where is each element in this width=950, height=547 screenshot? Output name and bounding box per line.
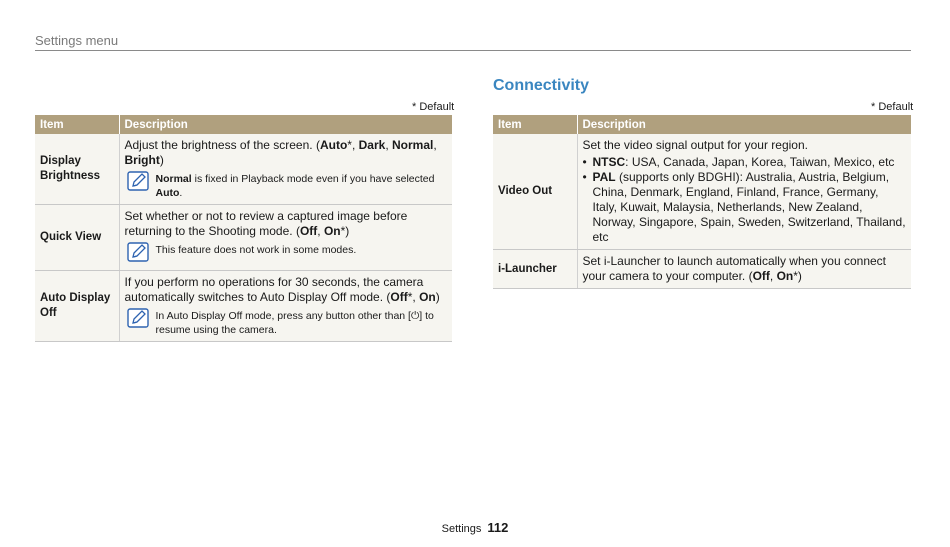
table-row — [35, 134, 452, 205]
description-video-out — [577, 134, 911, 250]
description-text: Set i-Launcher to launch automatically when you connect your camera to your computer. (Off, On*) — [582, 254, 887, 283]
list-item: • PAL (supports only BDGHI): Australia, Austria, Belgium, China, Denmark, England, Finland, France, Germany, Italy, Kuwait, Malaysia, Netherlands, New Zealand, Norway, Singapore, Spain, Sweden, Switzerland, Thailand, etc — [583, 170, 907, 245]
column-header-description: Description — [119, 115, 452, 134]
note-text: In Auto Display Off mode, press any button other than [⏻] to resume using the camera. — [155, 310, 434, 336]
item-i-launcher: i-Launcher — [493, 250, 577, 289]
table-row — [35, 271, 452, 342]
description-quick-view — [119, 205, 452, 271]
note-pencil-icon — [127, 242, 149, 262]
page-header — [35, 33, 911, 51]
left-default-note: * Default — [412, 101, 455, 113]
region-list — [583, 155, 907, 245]
item-display-brightness: Display Brightness — [35, 134, 119, 205]
note — [125, 171, 448, 200]
column-header-item: Item — [35, 115, 119, 134]
description-i-launcher — [577, 250, 911, 289]
connectivity-table — [493, 115, 911, 289]
list-item: • NTSC: USA, Canada, Japan, Korea, Taiwan, Mexico, etc — [583, 155, 907, 170]
footer-section: Settings — [441, 523, 482, 535]
description-auto-display-off — [119, 271, 452, 342]
column-header-item: Item — [493, 115, 577, 134]
table-header-row — [493, 115, 911, 134]
table-header-row — [35, 115, 452, 134]
section-title-connectivity: Connectivity — [493, 77, 590, 94]
description-text: Adjust the brightness of the screen. (Auto*, Dark, Normal, Bright) — [124, 138, 437, 167]
table-row — [493, 134, 911, 250]
description-text: Set the video signal output for your region. — [582, 138, 808, 152]
note — [125, 242, 448, 262]
item-auto-display-off: Auto Display Off — [35, 271, 119, 342]
item-quick-view: Quick View — [35, 205, 119, 271]
column-header-description: Description — [577, 115, 911, 134]
display-settings-table — [35, 115, 452, 342]
description-text: If you perform no operations for 30 seconds, the camera automatically switches to Auto Display Off mode. (Off*, On) — [124, 275, 440, 304]
description-display-brightness — [119, 134, 452, 205]
item-video-out: Video Out — [493, 134, 577, 250]
table-row — [493, 250, 911, 289]
header-title: Settings menu — [35, 33, 119, 48]
table-row — [35, 205, 452, 271]
note-pencil-icon — [127, 308, 149, 328]
right-default-note: * Default — [871, 101, 914, 113]
note — [125, 308, 448, 337]
note-text: Normal is fixed in Playback mode even if you have selected Auto. — [155, 173, 435, 199]
note-text: This feature does not work in some modes. — [155, 244, 357, 256]
description-text: Set whether or not to review a captured image before returning to the Shooting mode. (Off, On*) — [124, 209, 408, 238]
page-footer — [0, 520, 950, 537]
page-number: 112 — [487, 520, 509, 535]
note-pencil-icon — [127, 171, 149, 191]
